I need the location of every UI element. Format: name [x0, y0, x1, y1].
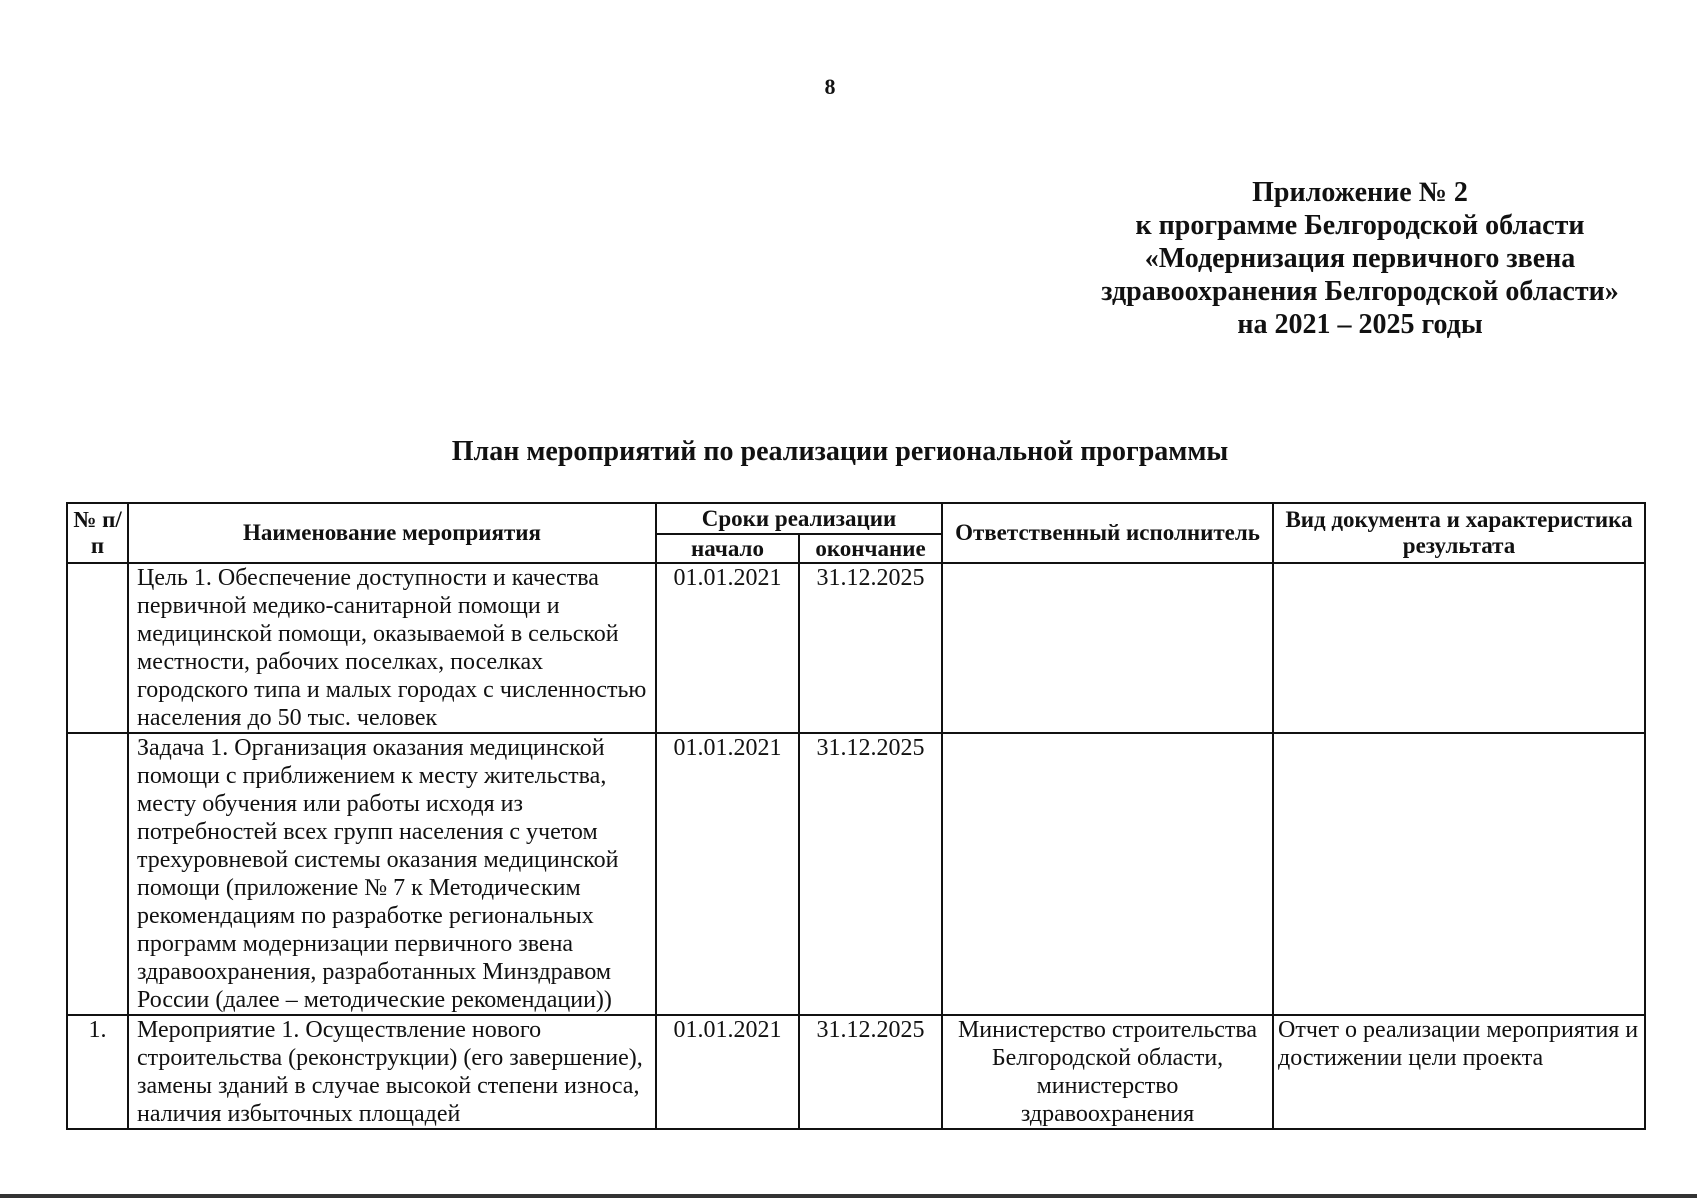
row-end: 31.12.2025	[799, 1015, 942, 1129]
appendix-line: здравоохранения Белгородской области»	[1101, 276, 1619, 307]
row-number	[67, 563, 128, 733]
row-result	[1273, 733, 1645, 1015]
header-name: Наименование мероприятия	[128, 503, 656, 563]
row-result	[1273, 563, 1645, 733]
row-result: Отчет о реализации мероприятия и достижении цели проекта	[1273, 1015, 1645, 1129]
row-start: 01.01.2021	[656, 733, 799, 1015]
appendix-line: Приложение № 2	[1252, 177, 1468, 208]
row-name: Задача 1. Организация оказания медицинской помощи с приближением к месту жительства, месту обучения или работы исходя из потребностей всех групп населения с учетом трехуровневой системы оказания медицинской помощи (приложение № 7 к Методическим рекомендациям по разработке региональных программ модернизации первичного звена здравоохранения, разработанных Минздравом России (далее – методические рекомендации))	[128, 733, 656, 1015]
document-title: План мероприятий по реализации региональной программы	[451, 436, 1229, 467]
table-row	[67, 1015, 1645, 1129]
appendix-header	[1080, 176, 1640, 341]
header-end: окончание	[799, 534, 942, 563]
table-row	[67, 563, 1645, 733]
row-executor	[942, 733, 1273, 1015]
row-number	[67, 733, 128, 1015]
appendix-line: «Модернизация первичного звена	[1144, 243, 1576, 274]
header-timeline: Сроки реализации	[656, 503, 942, 534]
appendix-line: на 2021 – 2025 годы	[1237, 309, 1483, 340]
row-start: 01.01.2021	[656, 563, 799, 733]
row-number: 1.	[67, 1015, 128, 1129]
row-executor: Министерство строительства Белгородской области, министерство здравоохранения	[942, 1015, 1273, 1129]
header-number: № п/п	[67, 503, 128, 563]
table-row	[67, 733, 1645, 1015]
row-name: Мероприятие 1. Осуществление нового строительства (реконструкции) (его завершение), замены зданий в случае высокой степени износа, наличия избыточных площадей	[128, 1015, 656, 1129]
row-start: 01.01.2021	[656, 1015, 799, 1129]
header-result: Вид документа и характеристика результата	[1273, 503, 1645, 563]
row-end: 31.12.2025	[799, 733, 942, 1015]
row-executor	[942, 563, 1273, 733]
plan-table	[66, 502, 1646, 1130]
appendix-line: к программе Белгородской области	[1135, 210, 1585, 241]
header-start: начало	[656, 534, 799, 563]
page-bottom-rule	[0, 1194, 1697, 1198]
row-name: Цель 1. Обеспечение доступности и качества первичной медико-санитарной помощи и медицинской помощи, оказываемой в сельской местности, рабочих поселках, поселках городского типа и малых городах с численностью населения до 50 тыс. человек	[128, 563, 656, 733]
header-executor: Ответственный исполнитель	[942, 503, 1273, 563]
row-end: 31.12.2025	[799, 563, 942, 733]
page-number: 8	[824, 74, 836, 99]
header-row	[67, 503, 1645, 534]
